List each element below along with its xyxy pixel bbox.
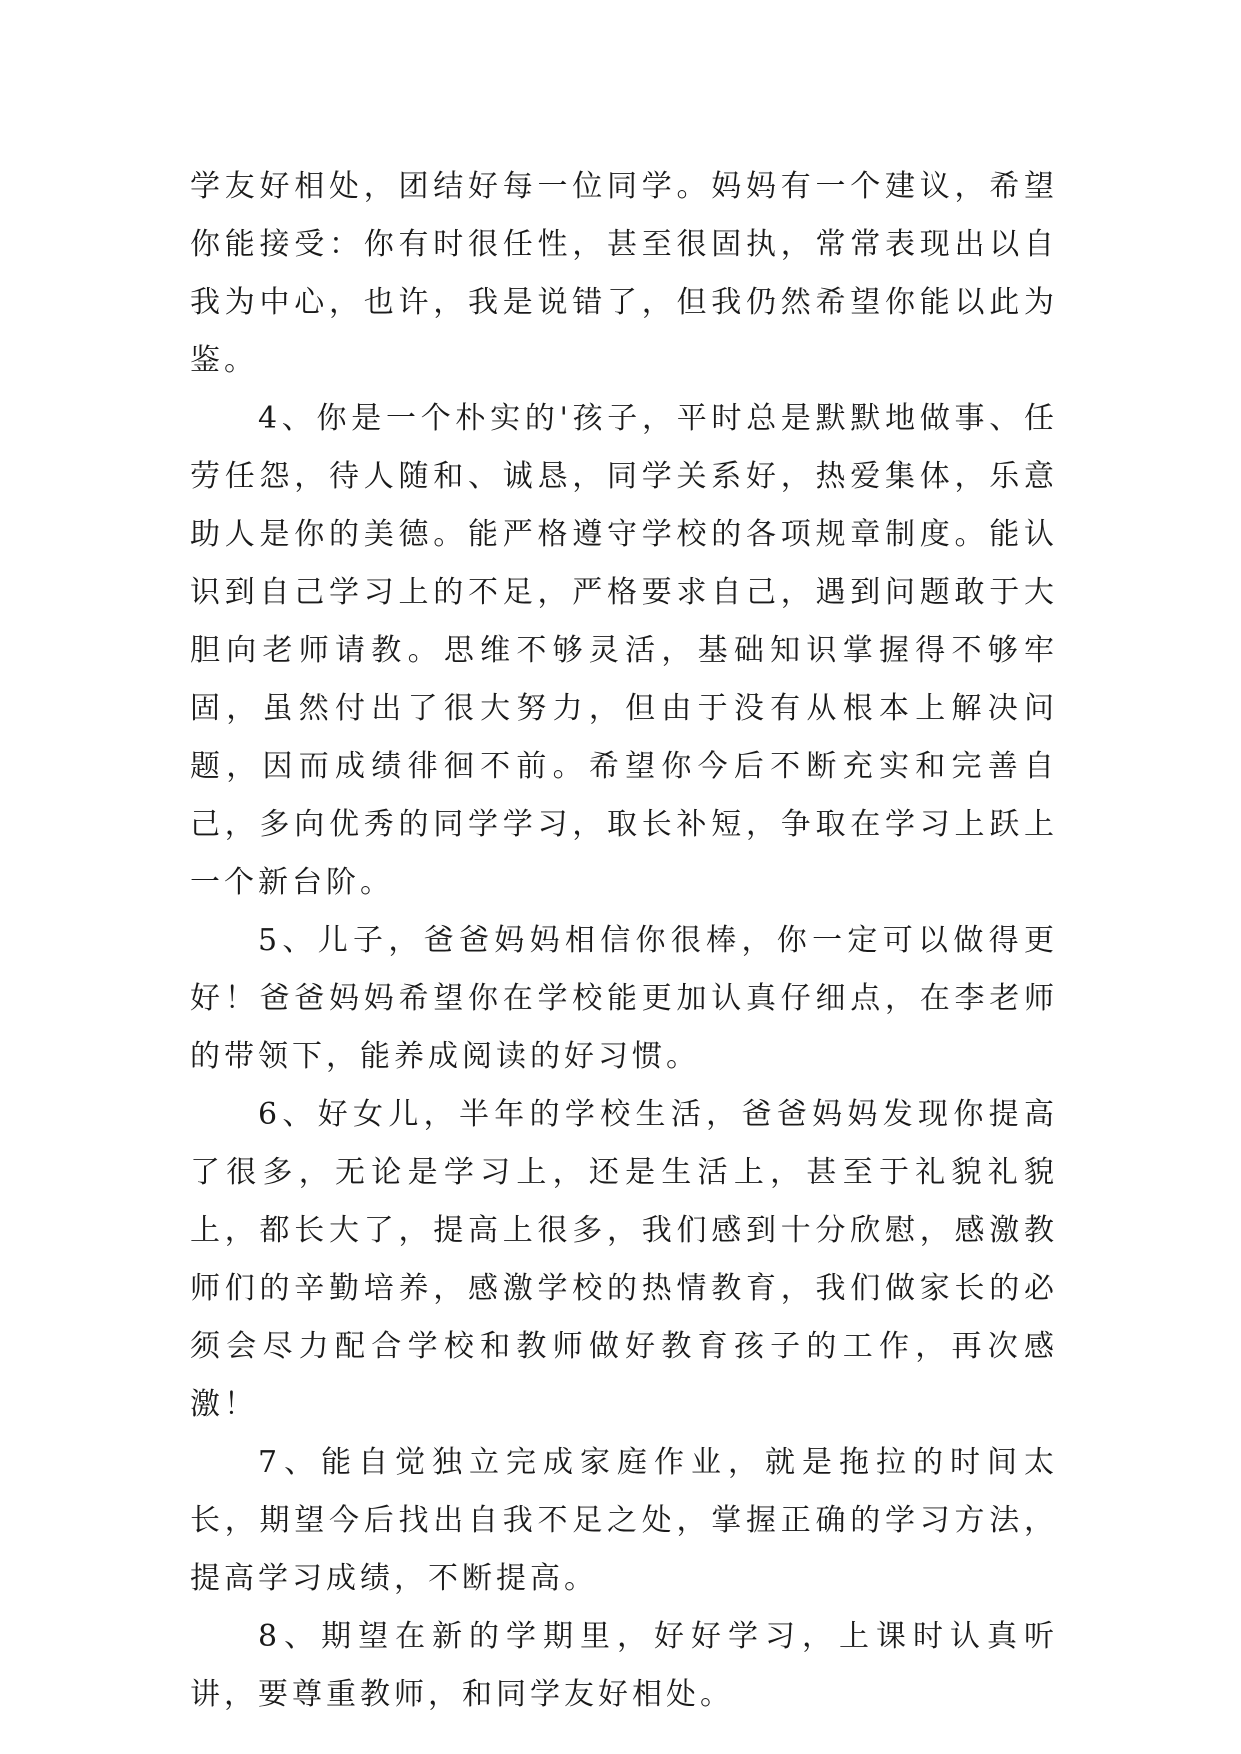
paragraph-item-4: 4、你是一个朴实的'孩子，平时总是默默地做事、任劳任怨，待人随和、诚恳，同学关系好，热爱集体，乐意助人是你的美德。能严格遵守学校的各项规章制度。能认识到自己学习上的不足，严格要求自己，遇到问题敢于大胆向老师请教。思维不够灵活，基础知识掌握得不够牢固，虽然付出了很大努力，但由于没有从根本上解决问题，因而成绩徘徊不前。希望你今后不断充实和完善自己，多向优秀的同学学习，取长补短，争取在学习上跃上一个新台阶。 (190, 401, 1058, 900)
document-body (190, 158, 1058, 1724)
paragraph-item-5: 5、儿子，爸爸妈妈相信你很棒，你一定可以做得更好！爸爸妈妈希望你在学校能更加认真仔细点，在李老师的带领下，能养成阅读的好习惯。 (190, 923, 1058, 1074)
paragraph-item-8: 8、期望在新的学期里，好好学习，上课时认真听讲，要尊重教师，和同学友好相处。 (190, 1619, 1058, 1712)
paragraph-item-7: 7、能自觉独立完成家庭作业，就是拖拉的时间太长，期望今后找出自我不足之处，掌握正确的学习方法，提高学习成绩，不断提高。 (190, 1445, 1058, 1596)
paragraph-continuation: 学友好相处，团结好每一位同学。妈妈有一个建议，希望你能接受：你有时很任性，甚至很固执，常常表现出以自我为中心，也许，我是说错了，但我仍然希望你能以此为鉴。 (190, 169, 1058, 378)
paragraph-item-6: 6、好女儿，半年的学校生活，爸爸妈妈发现你提高了很多，无论是学习上，还是生活上，甚至于礼貌礼貌上，都长大了，提高上很多，我们感到十分欣慰，感激教师们的辛勤培养，感激学校的热情教育，我们做家长的必须会尽力配合学校和教师做好教育孩子的工作，再次感激！ (190, 1097, 1058, 1422)
